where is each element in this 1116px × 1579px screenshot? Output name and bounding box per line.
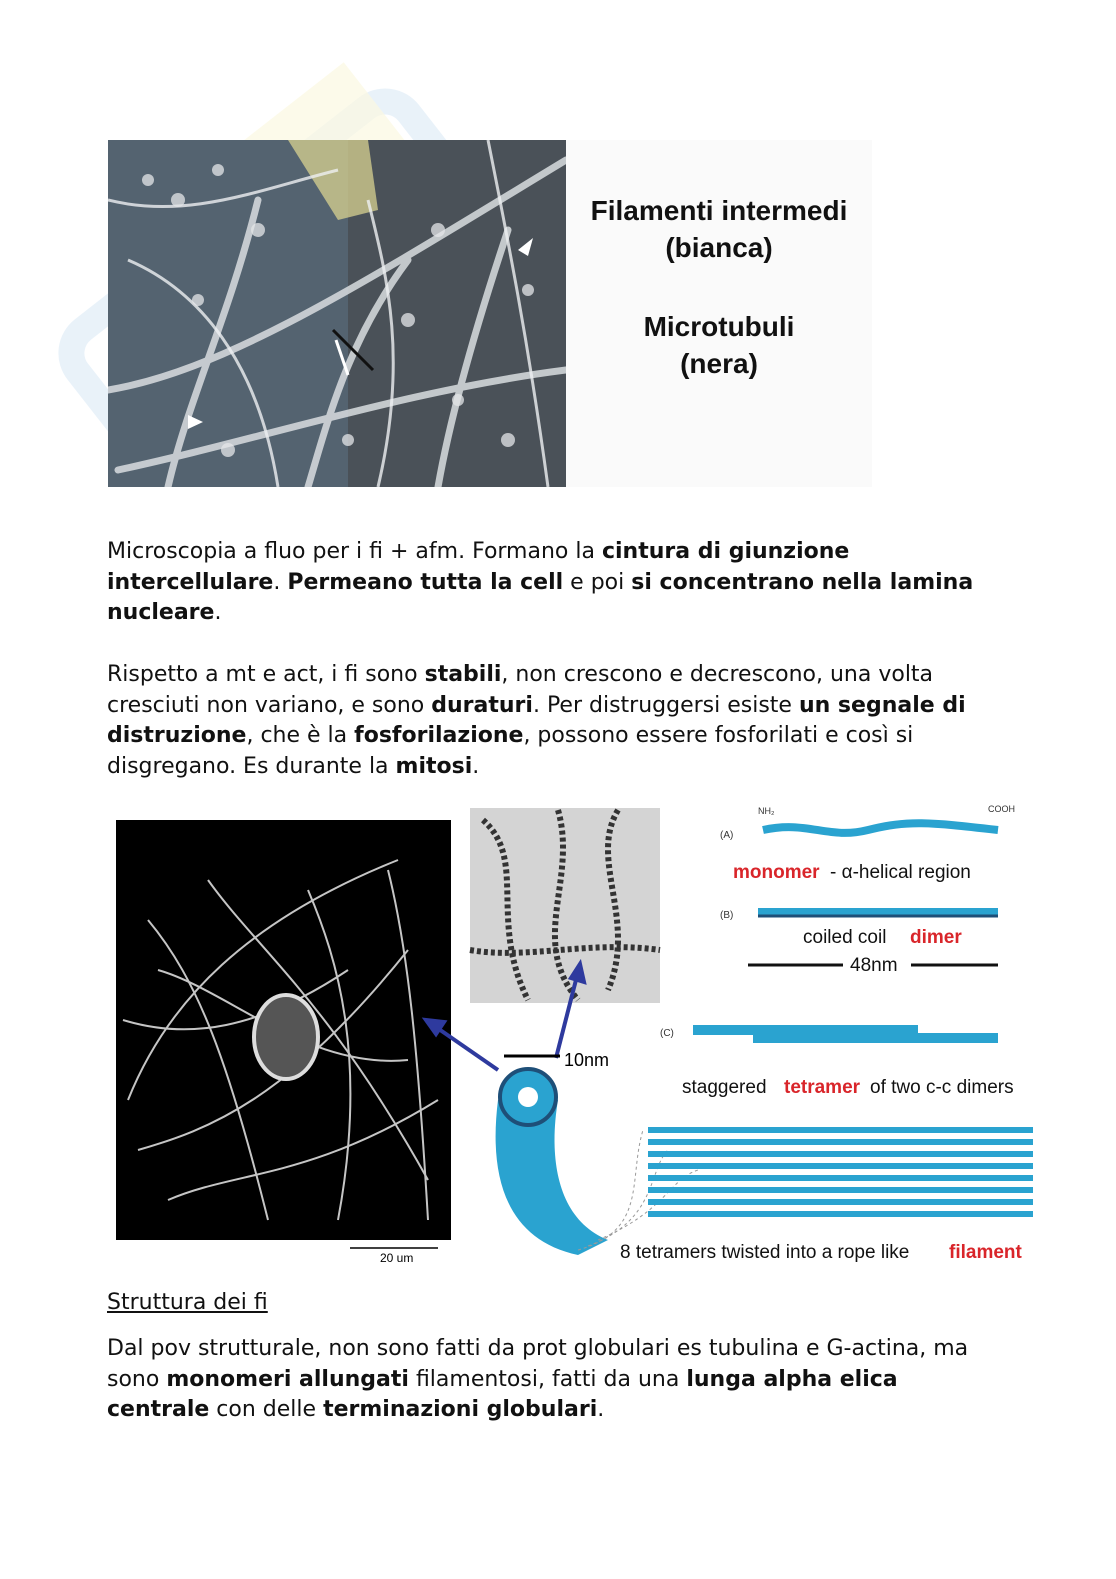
panel-b-label: (B) <box>720 910 734 921</box>
cooh-label: COOH <box>988 804 1015 814</box>
section-heading: Struttura dei fi <box>107 1290 268 1315</box>
scale-bar-label: 20 um <box>380 1251 414 1265</box>
text: . Per distruggersi esiste <box>532 692 799 718</box>
text: con delle <box>209 1397 324 1422</box>
afm-micrograph <box>108 140 566 487</box>
text: , che è la <box>246 723 355 748</box>
text: , non crescono e decrescono, una volta cresciuti non variano, e sono <box>107 662 934 718</box>
text: Microscopia a fluo per i fi + afm. Formano la <box>107 539 602 564</box>
text: filamentosi, fatti da una <box>408 1366 687 1392</box>
tetramer-desc1: staggered <box>682 1077 767 1098</box>
bold-text: cintura di giunzione intercellulare <box>107 539 850 595</box>
text: e poi <box>563 569 632 595</box>
tetramer-desc2: of two c-c dimers <box>870 1077 1014 1098</box>
bold-text: stabili <box>424 662 502 687</box>
label-intermediate-filaments: Filamenti intermedi <box>590 195 848 226</box>
filament-label: filament <box>949 1242 1022 1263</box>
tetramer-label: tetramer <box>784 1077 861 1098</box>
panel-c-label: (C) <box>660 1028 674 1039</box>
text: . <box>472 753 480 779</box>
text: . <box>597 1397 605 1422</box>
label-black: (nera) <box>680 348 758 379</box>
length-48nm: 48nm <box>850 955 898 976</box>
monomer-desc: - α-helical region <box>830 862 971 883</box>
electron-micrograph <box>470 808 660 1003</box>
label-white: (bianca) <box>665 232 773 263</box>
text: , possono essere fosforilati e così si disgregano. Es durante la <box>107 723 914 779</box>
bold-text: lunga alpha elica centrale <box>107 1366 898 1422</box>
nh2-label: NH₂ <box>758 806 775 816</box>
bold-text: duraturi <box>431 692 533 718</box>
paragraph-intro <box>107 537 1007 629</box>
bold-text: Permeano tutta la cell <box>287 569 564 595</box>
text: . <box>214 600 222 625</box>
size-label-10nm: 10nm <box>564 1050 610 1070</box>
dimer-label: dimer <box>910 927 962 948</box>
fluorescence-micrograph <box>116 820 451 1265</box>
rope-desc: 8 tetramers twisted into a rope like <box>620 1242 910 1263</box>
bold-text: fosforilazione <box>354 723 524 748</box>
bold-text: si concentrano nella lamina nucleare <box>107 569 974 625</box>
label-microtubules: Microtubuli <box>643 311 795 342</box>
text: . <box>273 569 288 595</box>
panel-a-label: (A) <box>720 830 734 841</box>
bold-text: terminazioni globulari <box>323 1397 598 1422</box>
text: Rispetto a mt e act, i fi sono <box>107 662 425 687</box>
bold-text: un segnale di distruzione <box>107 692 966 748</box>
bold-text: mitosi <box>395 753 473 779</box>
monomer-label: monomer <box>733 862 820 883</box>
filament-structure-figure <box>108 800 1040 1268</box>
paragraph-stability <box>107 660 1007 782</box>
dimer-desc: coiled coil <box>803 927 887 948</box>
bold-text: monomeri allungati <box>166 1366 409 1392</box>
text: Dal pov strutturale, non sono fatti da prot globulari es tubulina e G-actina, ma sono <box>107 1336 969 1392</box>
figure1-legend <box>566 140 872 487</box>
paragraph-structure <box>107 1334 1007 1426</box>
